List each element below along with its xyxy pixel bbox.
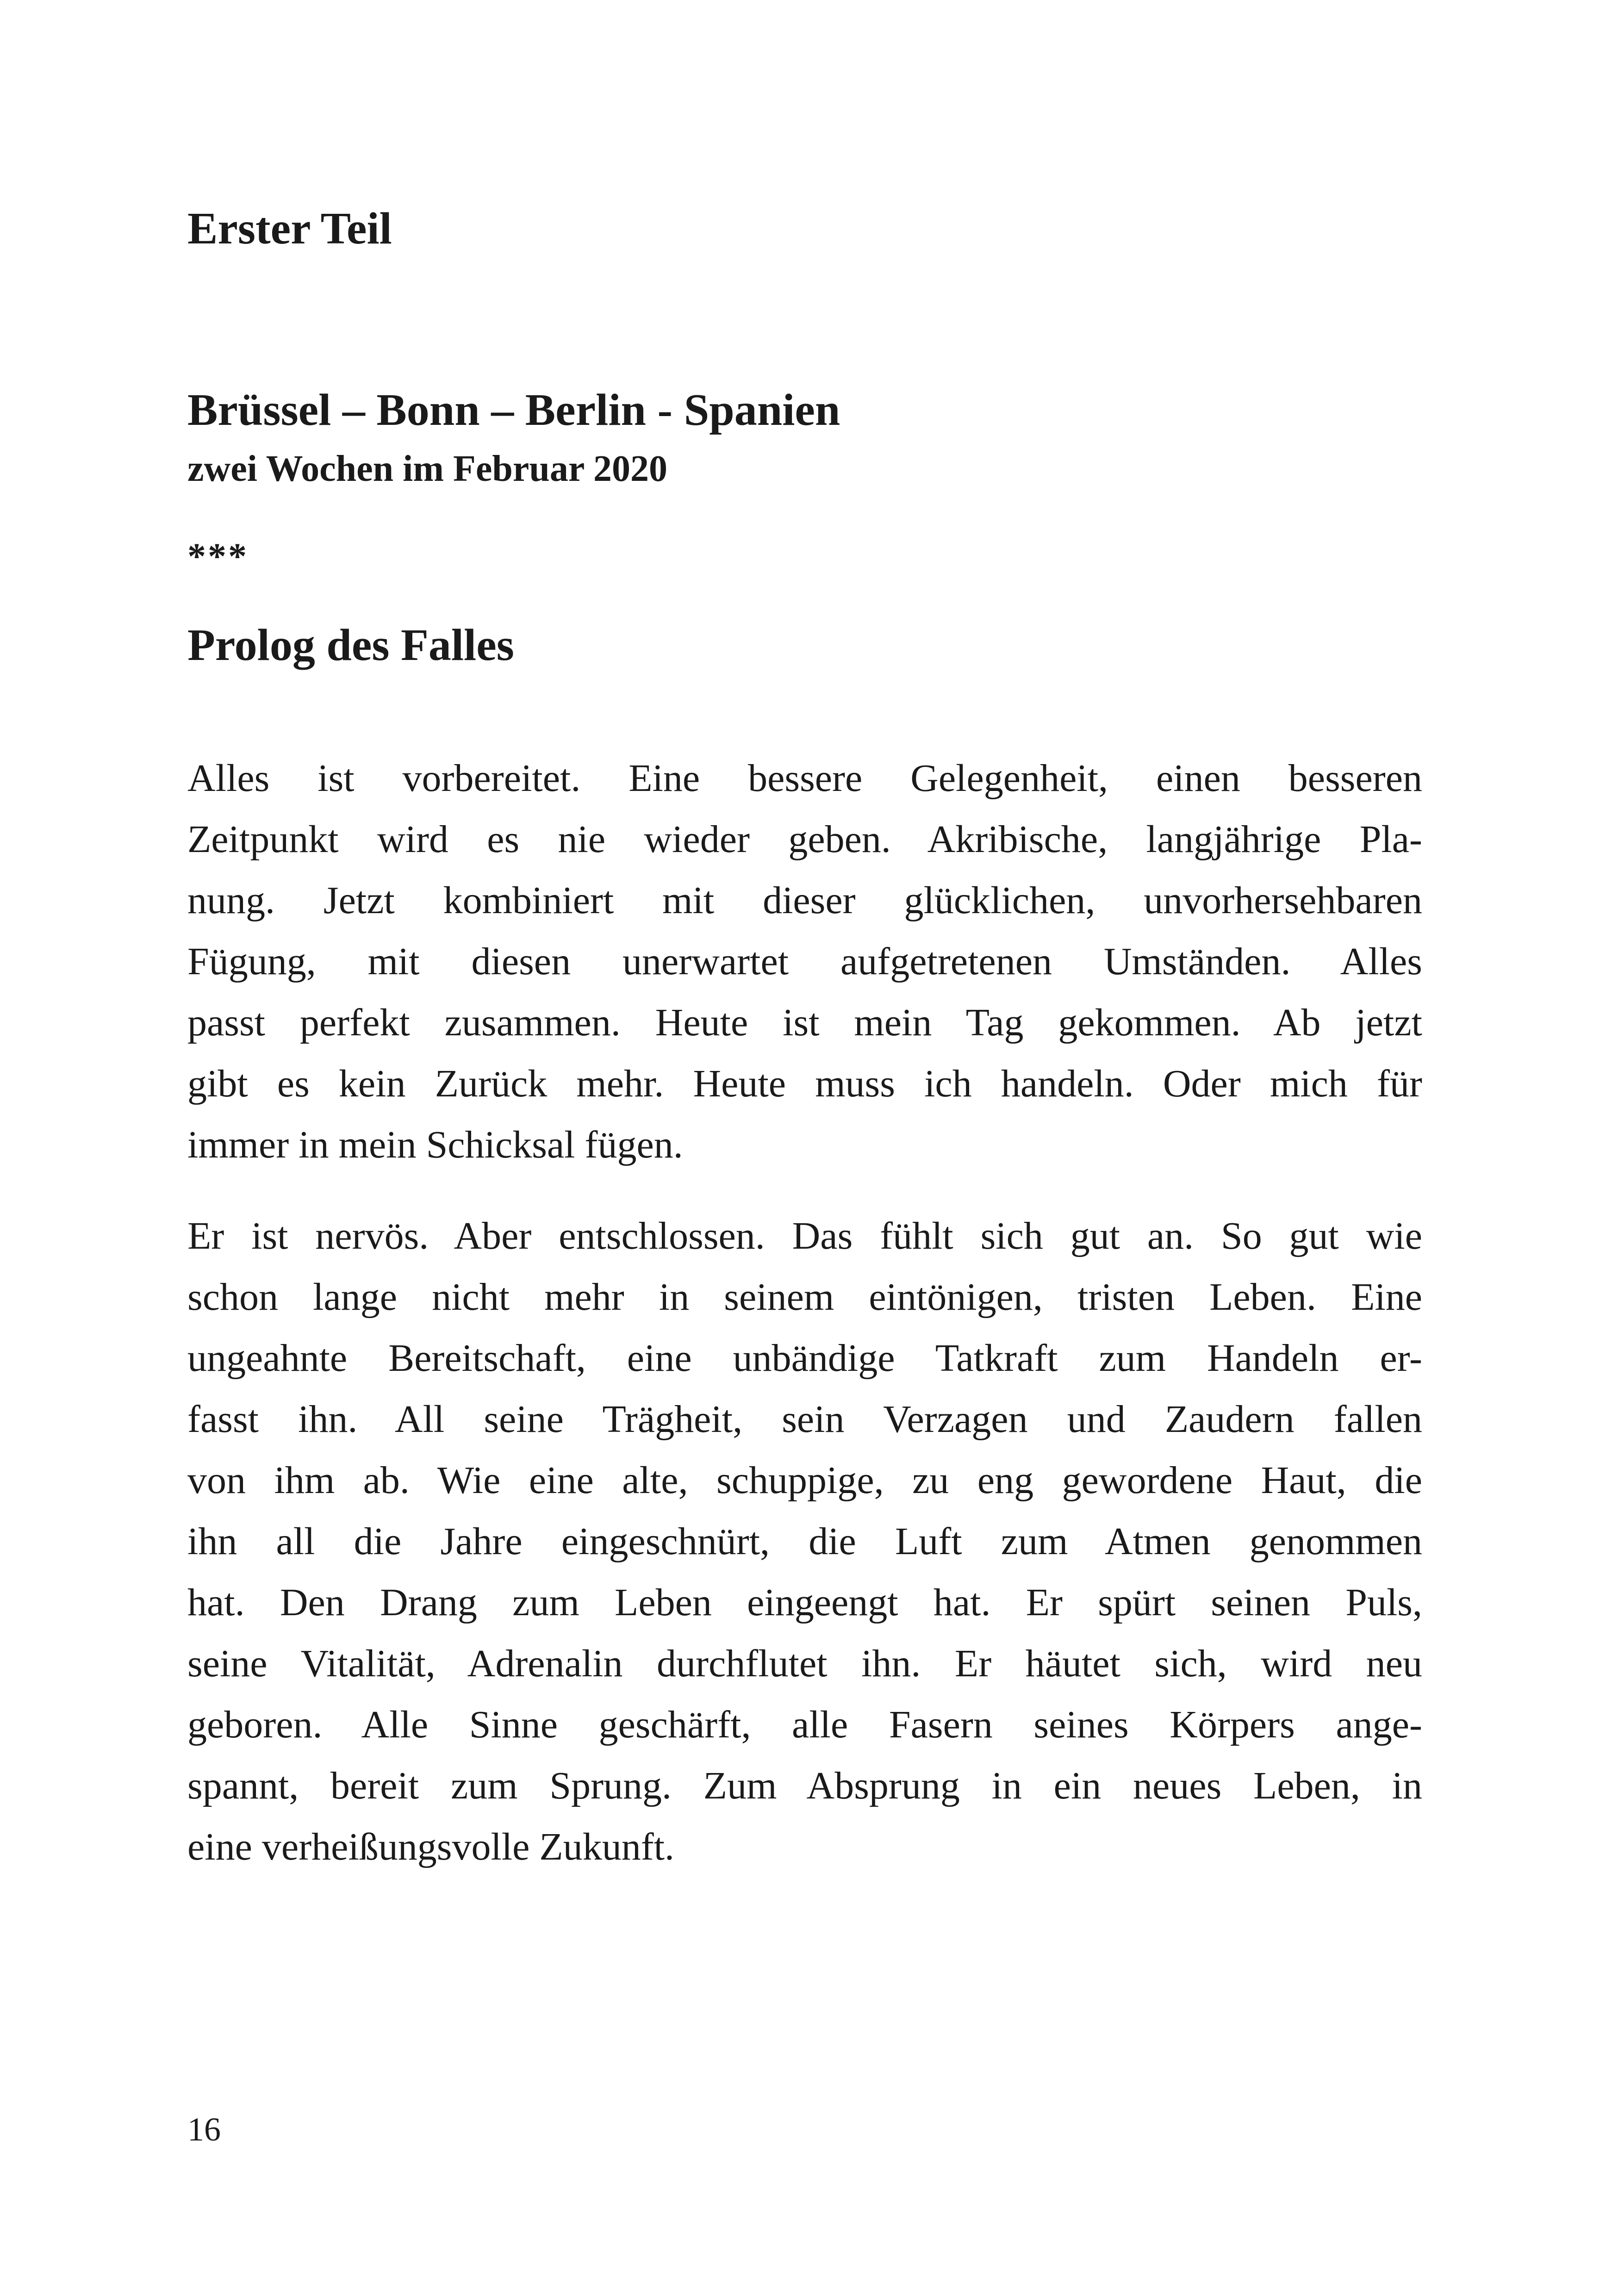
chapter-subtitle: zwei Wochen im Februar 2020 xyxy=(187,448,667,489)
paragraph-line: Alles ist vorbereitet. Eine bessere Gelegenheit, einen besseren xyxy=(187,757,1422,800)
paragraph-line: Er ist nervös. Aber entschlossen. Das fühlt sich gut an. So gut wie xyxy=(187,1214,1422,1257)
paragraph-line: eine verheißungsvolle Zukunft. xyxy=(187,1825,675,1868)
paragraph-line: geboren. Alle Sinne geschärft, alle Fasern seines Körpers ange- xyxy=(187,1703,1422,1746)
paragraph-line: schon lange nicht mehr in seinem eintönigen, tristen Leben. Eine xyxy=(187,1276,1422,1319)
paragraph-line: gibt es kein Zurück mehr. Heute muss ich handeln. Oder mich für xyxy=(187,1062,1422,1105)
paragraph-line: spannt, bereit zum Sprung. Zum Absprung in ein neues Leben, in xyxy=(187,1764,1422,1807)
paragraph-line: ungeahnte Bereitschaft, eine unbändige Tatkraft zum Handeln er- xyxy=(187,1337,1422,1380)
paragraph-line: passt perfekt zusammen. Heute ist mein Tag gekommen. Ab jetzt xyxy=(187,1001,1422,1044)
chapter-title: Brüssel – Bonn – Berlin - Spanien xyxy=(187,385,840,435)
part-title: Erster Teil xyxy=(187,204,392,254)
paragraph-line: nung. Jetzt kombiniert mit dieser glücklichen, unvorhersehbaren xyxy=(187,879,1422,922)
paragraph-line: fasst ihn. All seine Trägheit, sein Verzagen und Zaudern fallen xyxy=(187,1398,1422,1441)
paragraph-line: von ihm ab. Wie eine alte, schuppige, zu eng gewordene Haut, die xyxy=(187,1459,1422,1502)
paragraph-2 xyxy=(187,1206,1422,1878)
paragraph-line: ihn all die Jahre eingeschnürt, die Luft zum Atmen genommen xyxy=(187,1520,1422,1563)
paragraph-line: Fügung, mit diesen unerwartet aufgetretenen Umständen. Alles xyxy=(187,940,1422,983)
paragraph-line: immer in mein Schicksal fügen. xyxy=(187,1123,683,1166)
paragraph-line: Zeitpunkt wird es nie wieder geben. Akribische, langjährige Pla- xyxy=(187,818,1422,861)
prolog-title: Prolog des Falles xyxy=(187,620,514,670)
section-separator: *** xyxy=(187,536,249,577)
paragraph-1 xyxy=(187,748,1422,1176)
page-number: 16 xyxy=(187,2111,221,2148)
paragraph-line: hat. Den Drang zum Leben eingeengt hat. Er spürt seinen Puls, xyxy=(187,1581,1422,1624)
paragraph-line: seine Vitalität, Adrenalin durchflutet ihn. Er häutet sich, wird neu xyxy=(187,1642,1422,1685)
